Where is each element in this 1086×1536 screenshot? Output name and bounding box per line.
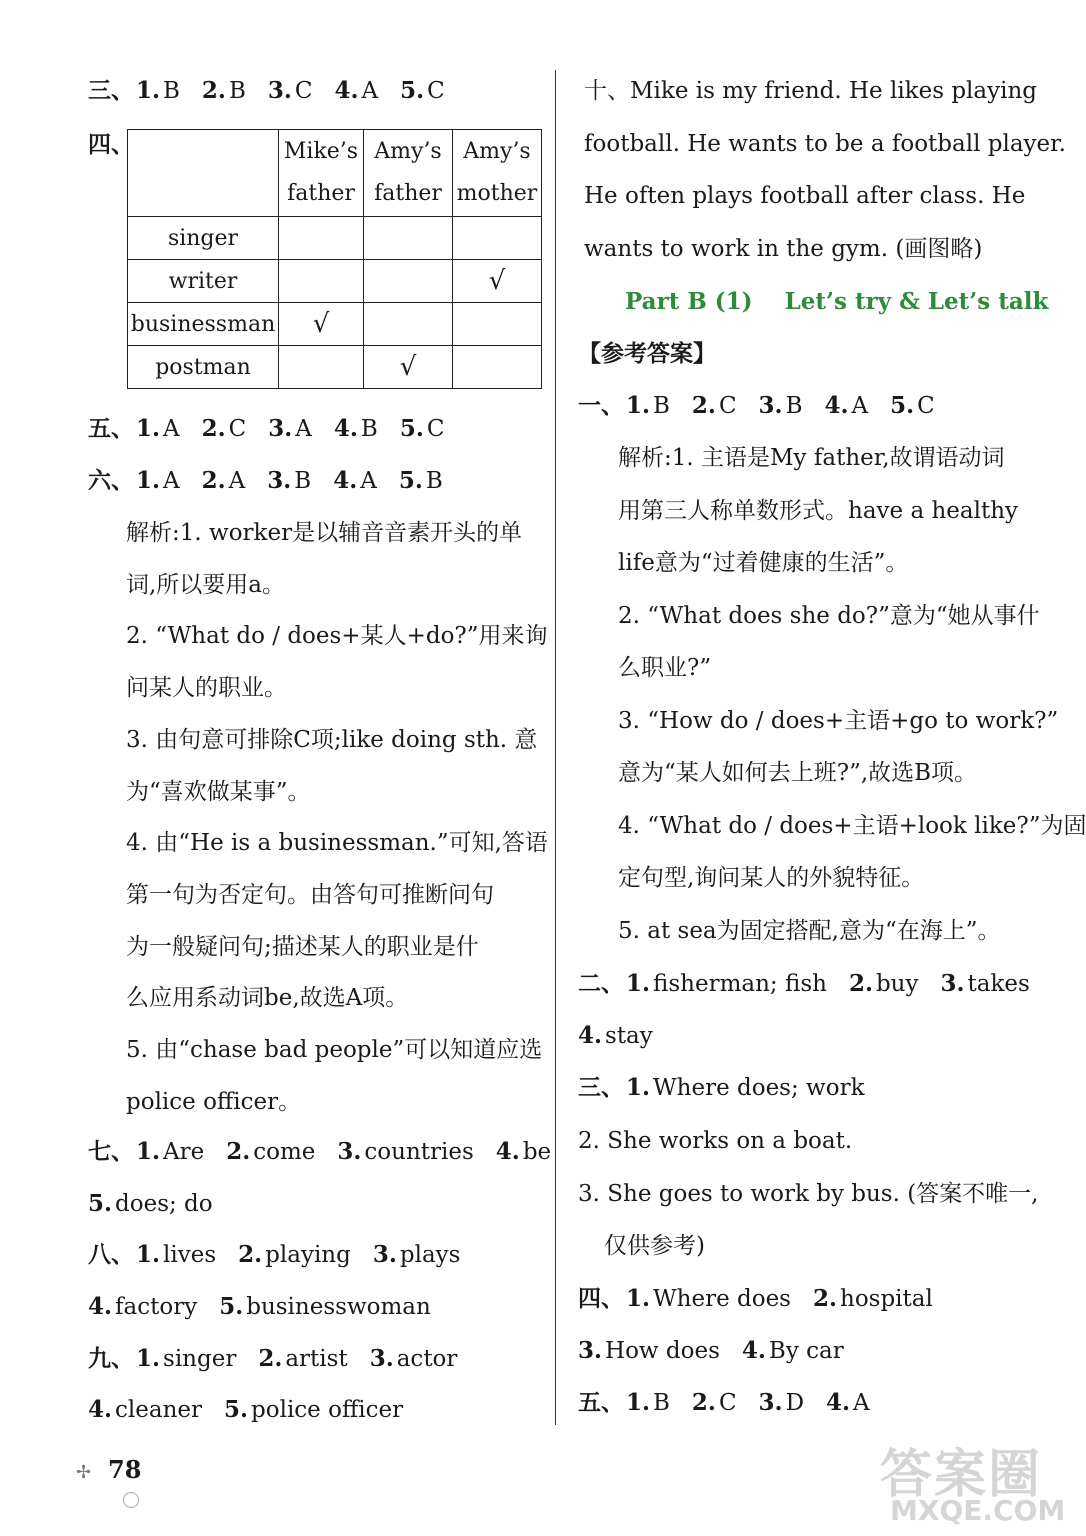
answer-line [578,1073,865,1103]
item-number: 4. [741,1337,766,1364]
item-number: 3. [940,970,965,997]
text-line: 3. She goes to work by bus. (答案不唯一, [578,1180,1039,1207]
section-label: 一、 [578,392,624,419]
row-label: writer [128,260,279,303]
text-line: 2. “What does she do?”意为“她从事什 [618,602,1040,629]
item-answer: A [163,416,180,442]
answer-line [578,1388,870,1418]
occupation-table [127,129,542,389]
text-line: 4. 由“He is a businessman.”可知,答语 [126,830,548,857]
table-row [128,217,542,260]
check-cell [279,260,364,303]
item-number: 3. [267,467,292,494]
table-header-cell: Amy’s father [364,130,453,217]
watermark-text: 答案圈 [880,1444,1043,1505]
answer-line [578,391,935,421]
text-line: 问某人的职业。 [126,675,287,702]
check-cell [364,217,453,260]
item-answer: takes [967,971,1030,997]
section-label: 七、 [88,1138,134,1165]
item-number: 1. [136,77,161,104]
item-number: 1. [626,1285,651,1312]
item-answer: singer [163,1346,237,1372]
section-label: 六、 [88,467,134,494]
item-number: 4. [334,77,359,104]
item-answer: C [427,78,445,104]
text-line: 2. “What do / does+某人+do?”用来询 [126,623,548,650]
item-answer: D [785,1390,805,1416]
text-line: 仅供参考) [604,1233,705,1259]
star-icon: ✢ [76,1462,92,1483]
section-label: 三、 [88,77,134,104]
table-row [128,303,542,346]
table-row [128,260,542,303]
section-label: 二、 [578,970,624,997]
item-answer: stay [605,1023,653,1049]
item-number: 3. [758,392,783,419]
section-label: 四、 [578,1285,624,1312]
section-label: 九、 [88,1345,134,1372]
answer-line [88,1292,431,1322]
check-cell [279,346,364,389]
item-number: 4. [333,415,358,442]
item-number: 1. [136,1345,161,1372]
check-cell [453,346,542,389]
item-answer: businesswoman [246,1294,431,1320]
item-number: 4. [578,1022,603,1049]
item-answer: Are [163,1139,205,1165]
answer-line [88,1189,213,1219]
text-line: 意为“某人如何去上班?”,故选B项。 [618,760,978,786]
check-cell [453,217,542,260]
item-number: 5. [890,392,915,419]
check-cell [279,217,364,260]
text-line: 么职业?” [618,655,712,681]
item-answer: C [426,416,445,442]
table-header-cell: Amy’s mother [453,130,542,217]
item-number: 1. [136,1138,161,1165]
item-number: 4. [88,1293,113,1320]
watermark-logo [880,1432,1076,1532]
text-line: 用第三人称单数形式。have a healthy [618,497,1019,524]
item-number: 4. [824,392,849,419]
item-answer: A [360,468,377,494]
answer-line [578,969,1030,999]
table-row [128,346,542,389]
item-number: 2. [201,77,226,104]
item-answer: does; do [115,1191,213,1217]
item-number: 2. [812,1285,837,1312]
text-line: He often plays football after class. He [584,183,1026,209]
item-number: 2. [848,970,873,997]
text-line: football. He wants to be a football player. [584,130,1066,157]
page-number: 78 [108,1455,142,1484]
item-number: 1. [136,1241,161,1268]
item-answer: cleaner [115,1397,202,1423]
answer-line [578,1336,844,1366]
item-answer: police officer [251,1397,404,1423]
table-header-cell: Mike’s father [279,130,364,217]
item-number: 3. [369,1345,394,1372]
row-label: postman [128,346,279,389]
item-answer: countries [364,1139,474,1165]
text-line: 为一般疑问句;描述某人的职业是什 [126,933,479,960]
reference-heading: 【参考答案】 [578,340,716,367]
item-answer: B [228,78,246,104]
item-answer: fisherman; fish [653,971,827,997]
answer-line [88,1395,403,1425]
text-line: 4. “What do / does+主语+look like?”为固 [618,812,1086,839]
text-line: 5. 由“chase bad people”可以知道应选 [126,1037,543,1063]
item-number: 3. [267,77,292,104]
item-number: 1. [136,415,161,442]
item-answer: How does [605,1338,720,1364]
section-label: 八、 [88,1241,134,1268]
item-answer: By car [768,1338,844,1364]
item-answer: actor [396,1346,458,1372]
item-answer: factory [115,1294,198,1320]
item-answer: artist [285,1346,348,1372]
item-number: 2. [691,1389,716,1416]
item-answer: Where does [653,1286,791,1312]
item-answer: B [425,468,443,494]
row-label: businessman [128,303,279,346]
text-line: life意为“过着健康的生活”。 [618,550,909,576]
item-number: 3. [268,415,293,442]
text-line: 解析:1. 主语是My father,故谓语动词 [618,445,1005,471]
part-heading: Part B (1) Let’s try & Let’s talk [625,288,1049,315]
item-number: 4. [495,1138,520,1165]
text-line: 2. She works on a boat. [578,1128,853,1154]
answer-line [88,1344,457,1374]
item-answer: A [163,468,180,494]
item-number: 5. [88,1190,113,1217]
section-label: 五、 [578,1389,624,1416]
item-answer: B [785,393,803,419]
item-number: 1. [136,467,161,494]
item-number: 1. [626,1074,651,1101]
item-number: 4. [333,467,358,494]
item-answer: C [917,393,935,419]
item-number: 1. [626,970,651,997]
item-number: 2. [201,415,226,442]
circle-ornament [123,1492,139,1508]
text-line: police officer。 [126,1088,302,1115]
text-line: 5. at sea为固定搭配,意为“在海上”。 [618,917,1001,944]
item-answer: B [294,468,312,494]
answer-line [88,1240,460,1270]
item-answer: A [361,78,379,104]
item-answer: plays [399,1242,461,1268]
item-answer: buy [875,971,919,997]
item-answer: C [294,78,313,104]
text-line: 十、Mike is my friend. He likes playing [584,78,1038,104]
check-cell: √ [279,303,364,346]
item-number: 4. [88,1396,113,1423]
item-number: 5. [400,77,425,104]
answer-line [88,76,445,106]
item-number: 2. [691,392,716,419]
section-label: 五、 [88,415,134,442]
answer-line [578,1284,933,1314]
item-answer: A [228,468,246,494]
item-number: 5. [399,415,424,442]
item-answer: C [718,1390,737,1416]
text-line: wants to work in the gym. (画图略) [584,235,983,262]
check-cell [453,303,542,346]
text-line: 第一句为否定句。由答句可推断问句 [126,881,494,908]
item-number: 5. [224,1396,249,1423]
column-divider [555,70,556,1425]
item-number: 3. [578,1337,603,1364]
answer-line [578,1021,653,1051]
item-number: 2. [238,1241,263,1268]
item-number: 5. [219,1293,244,1320]
text-line: 3. “How do / does+主语+go to work?” [618,707,1059,734]
watermark-url: MXQE.COM [890,1494,1066,1527]
text-line: 词,所以要用a。 [126,571,286,598]
item-answer: A [851,393,869,419]
item-answer: playing [265,1242,351,1268]
row-label: singer [128,217,279,260]
item-number: 2. [226,1138,251,1165]
item-answer: B [653,1390,670,1416]
item-number: 2. [258,1345,283,1372]
item-answer: Where does; work [653,1075,865,1101]
item-number: 1. [626,392,651,419]
check-cell: √ [453,260,542,303]
item-number: 2. [201,467,226,494]
item-answer: B [653,393,670,419]
check-cell [364,260,453,303]
item-number: 1. [626,1389,651,1416]
item-answer: come [253,1139,316,1165]
text-line: 定句型,询问某人的外貌特征。 [618,865,925,891]
item-answer: A [853,1390,870,1416]
item-answer: C [228,416,247,442]
item-answer: B [163,78,180,104]
section-label: 三、 [578,1074,624,1101]
answer-line [88,414,444,444]
item-number: 3. [758,1389,783,1416]
item-answer: A [295,416,312,442]
item-answer: C [718,393,737,419]
item-answer: B [360,416,378,442]
check-cell: √ [364,346,453,389]
item-answer: lives [163,1242,217,1268]
answer-line [88,1137,551,1167]
item-number: 3. [372,1241,397,1268]
item-number: 4. [826,1389,851,1416]
item-answer: hospital [840,1286,933,1312]
item-number: 3. [337,1138,362,1165]
table-header-cell [128,130,279,217]
check-cell [364,303,453,346]
section-label: 四、 [88,131,134,158]
text-line: 么应用系动词be,故选A项。 [126,985,409,1012]
item-number: 5. [398,467,423,494]
text-line: 3. 由句意可排除C项;like doing sth. 意 [126,726,538,753]
answer-line [88,466,443,496]
text-line: 为“喜欢做某事”。 [126,778,311,805]
text-line: 解析:1. worker是以辅音音素开头的单 [126,520,523,546]
item-answer: be [522,1139,552,1165]
